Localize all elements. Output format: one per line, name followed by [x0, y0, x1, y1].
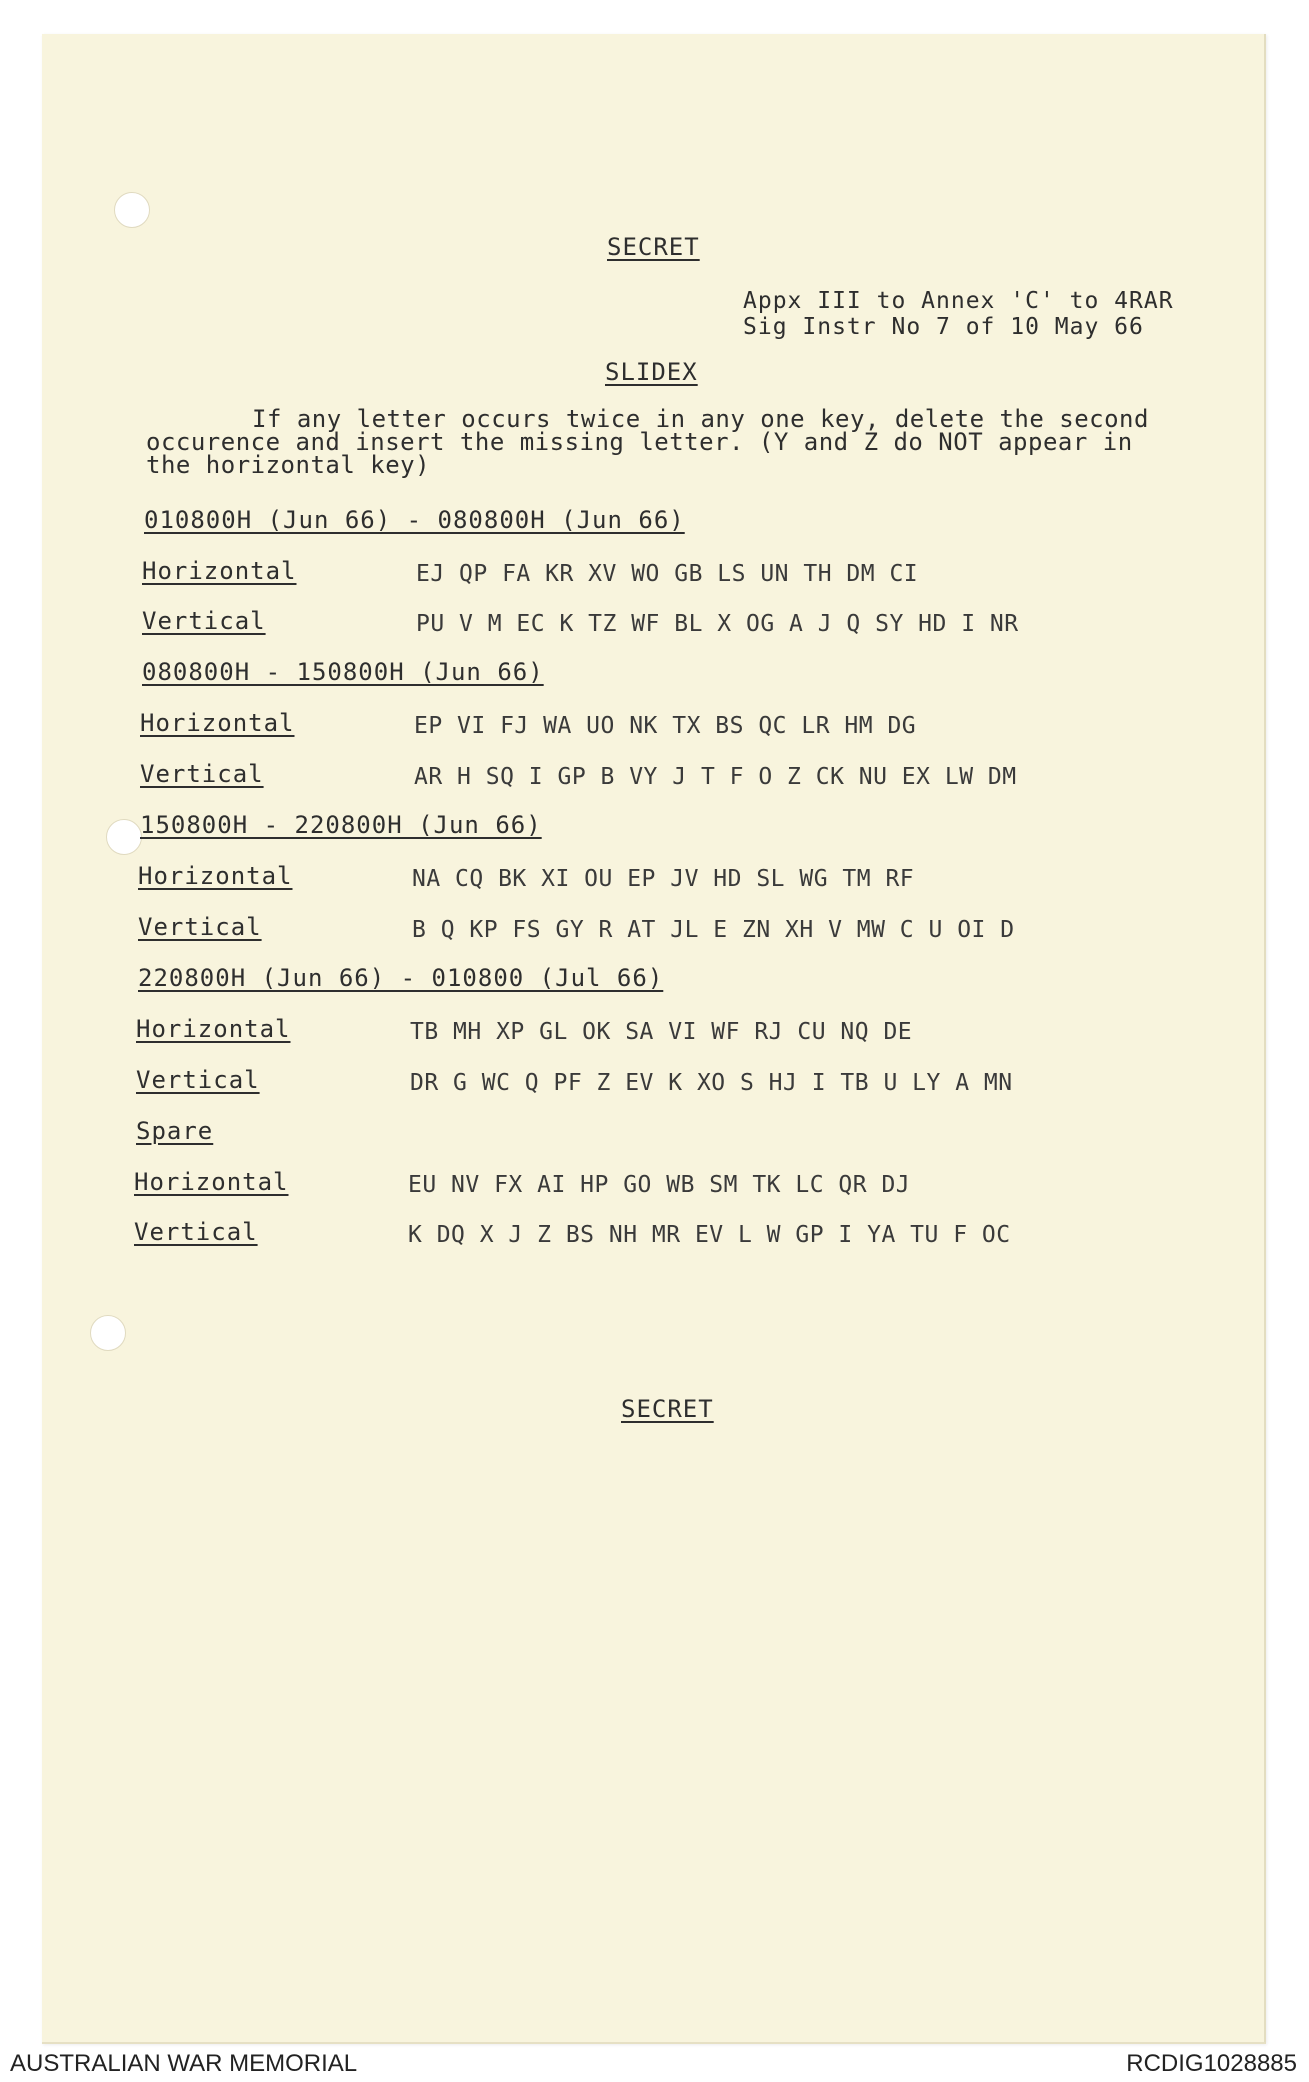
vertical-key: AR H SQ I GP B VY J T F O Z CK NU EX LW DM [414, 764, 1017, 790]
vertical-label: Vertical [134, 1218, 258, 1246]
reference-line-1: Appx III to Annex 'C' to 4RAR [743, 288, 1174, 314]
footer-classification: SECRET [621, 1395, 714, 1423]
horizontal-label: Horizontal [138, 862, 293, 890]
vertical-key: B Q KP FS GY R AT JL E ZN XH V MW C U OI D [412, 917, 1015, 943]
reference-line-2: Sig Instr No 7 of 10 May 66 [743, 314, 1144, 340]
horizontal-key: EP VI FJ WA UO NK TX BS QC LR HM DG [414, 713, 917, 739]
instructions-paragraph: If any letter occurs twice in any one key, delete the second occurence and insert the missing letter. (Y and Z do NOT appear in the horizontal key) [146, 405, 1149, 479]
horizontal-label: Horizontal [142, 557, 297, 585]
vertical-label: Vertical [138, 913, 262, 941]
archive-footer [0, 2042, 1309, 2082]
horizontal-label: Horizontal [136, 1015, 291, 1043]
section-heading: 220800H (Jun 66) - 010800 (Jul 66) [138, 964, 664, 992]
vertical-key: K DQ X J Z BS NH MR EV L W GP I YA TU F OC [408, 1222, 1011, 1248]
horizontal-label: Horizontal [140, 709, 295, 737]
vertical-label: Vertical [136, 1066, 260, 1094]
section-heading: 150800H - 220800H (Jun 66) [140, 811, 542, 839]
punch-hole [90, 1315, 126, 1351]
vertical-label: Vertical [140, 760, 264, 788]
section-heading: 080800H - 150800H (Jun 66) [142, 658, 544, 686]
punch-hole [106, 819, 142, 855]
horizontal-label: Horizontal [134, 1168, 289, 1196]
punch-hole [114, 192, 150, 228]
document-title: SLIDEX [605, 358, 698, 386]
section-heading-spare: Spare [136, 1117, 214, 1145]
vertical-key: DR G WC Q PF Z EV K XO S HJ I TB U LY A MN [410, 1070, 1013, 1096]
horizontal-key: NA CQ BK XI OU EP JV HD SL WG TM RF [412, 866, 915, 892]
archive-id: RCDIG1028885 [1126, 2050, 1297, 2077]
horizontal-key: TB MH XP GL OK SA VI WF RJ CU NQ DE [410, 1019, 913, 1045]
archive-name: AUSTRALIAN WAR MEMORIAL [10, 2050, 358, 2077]
vertical-label: Vertical [142, 607, 266, 635]
header-classification: SECRET [607, 233, 700, 261]
vertical-key: PU V M EC K TZ WF BL X OG A J Q SY HD I NR [416, 611, 1019, 637]
horizontal-key: EJ QP FA KR XV WO GB LS UN TH DM CI [416, 561, 919, 587]
horizontal-key: EU NV FX AI HP GO WB SM TK LC QR DJ [408, 1172, 911, 1198]
section-heading: 010800H (Jun 66) - 080800H (Jun 66) [144, 506, 685, 534]
